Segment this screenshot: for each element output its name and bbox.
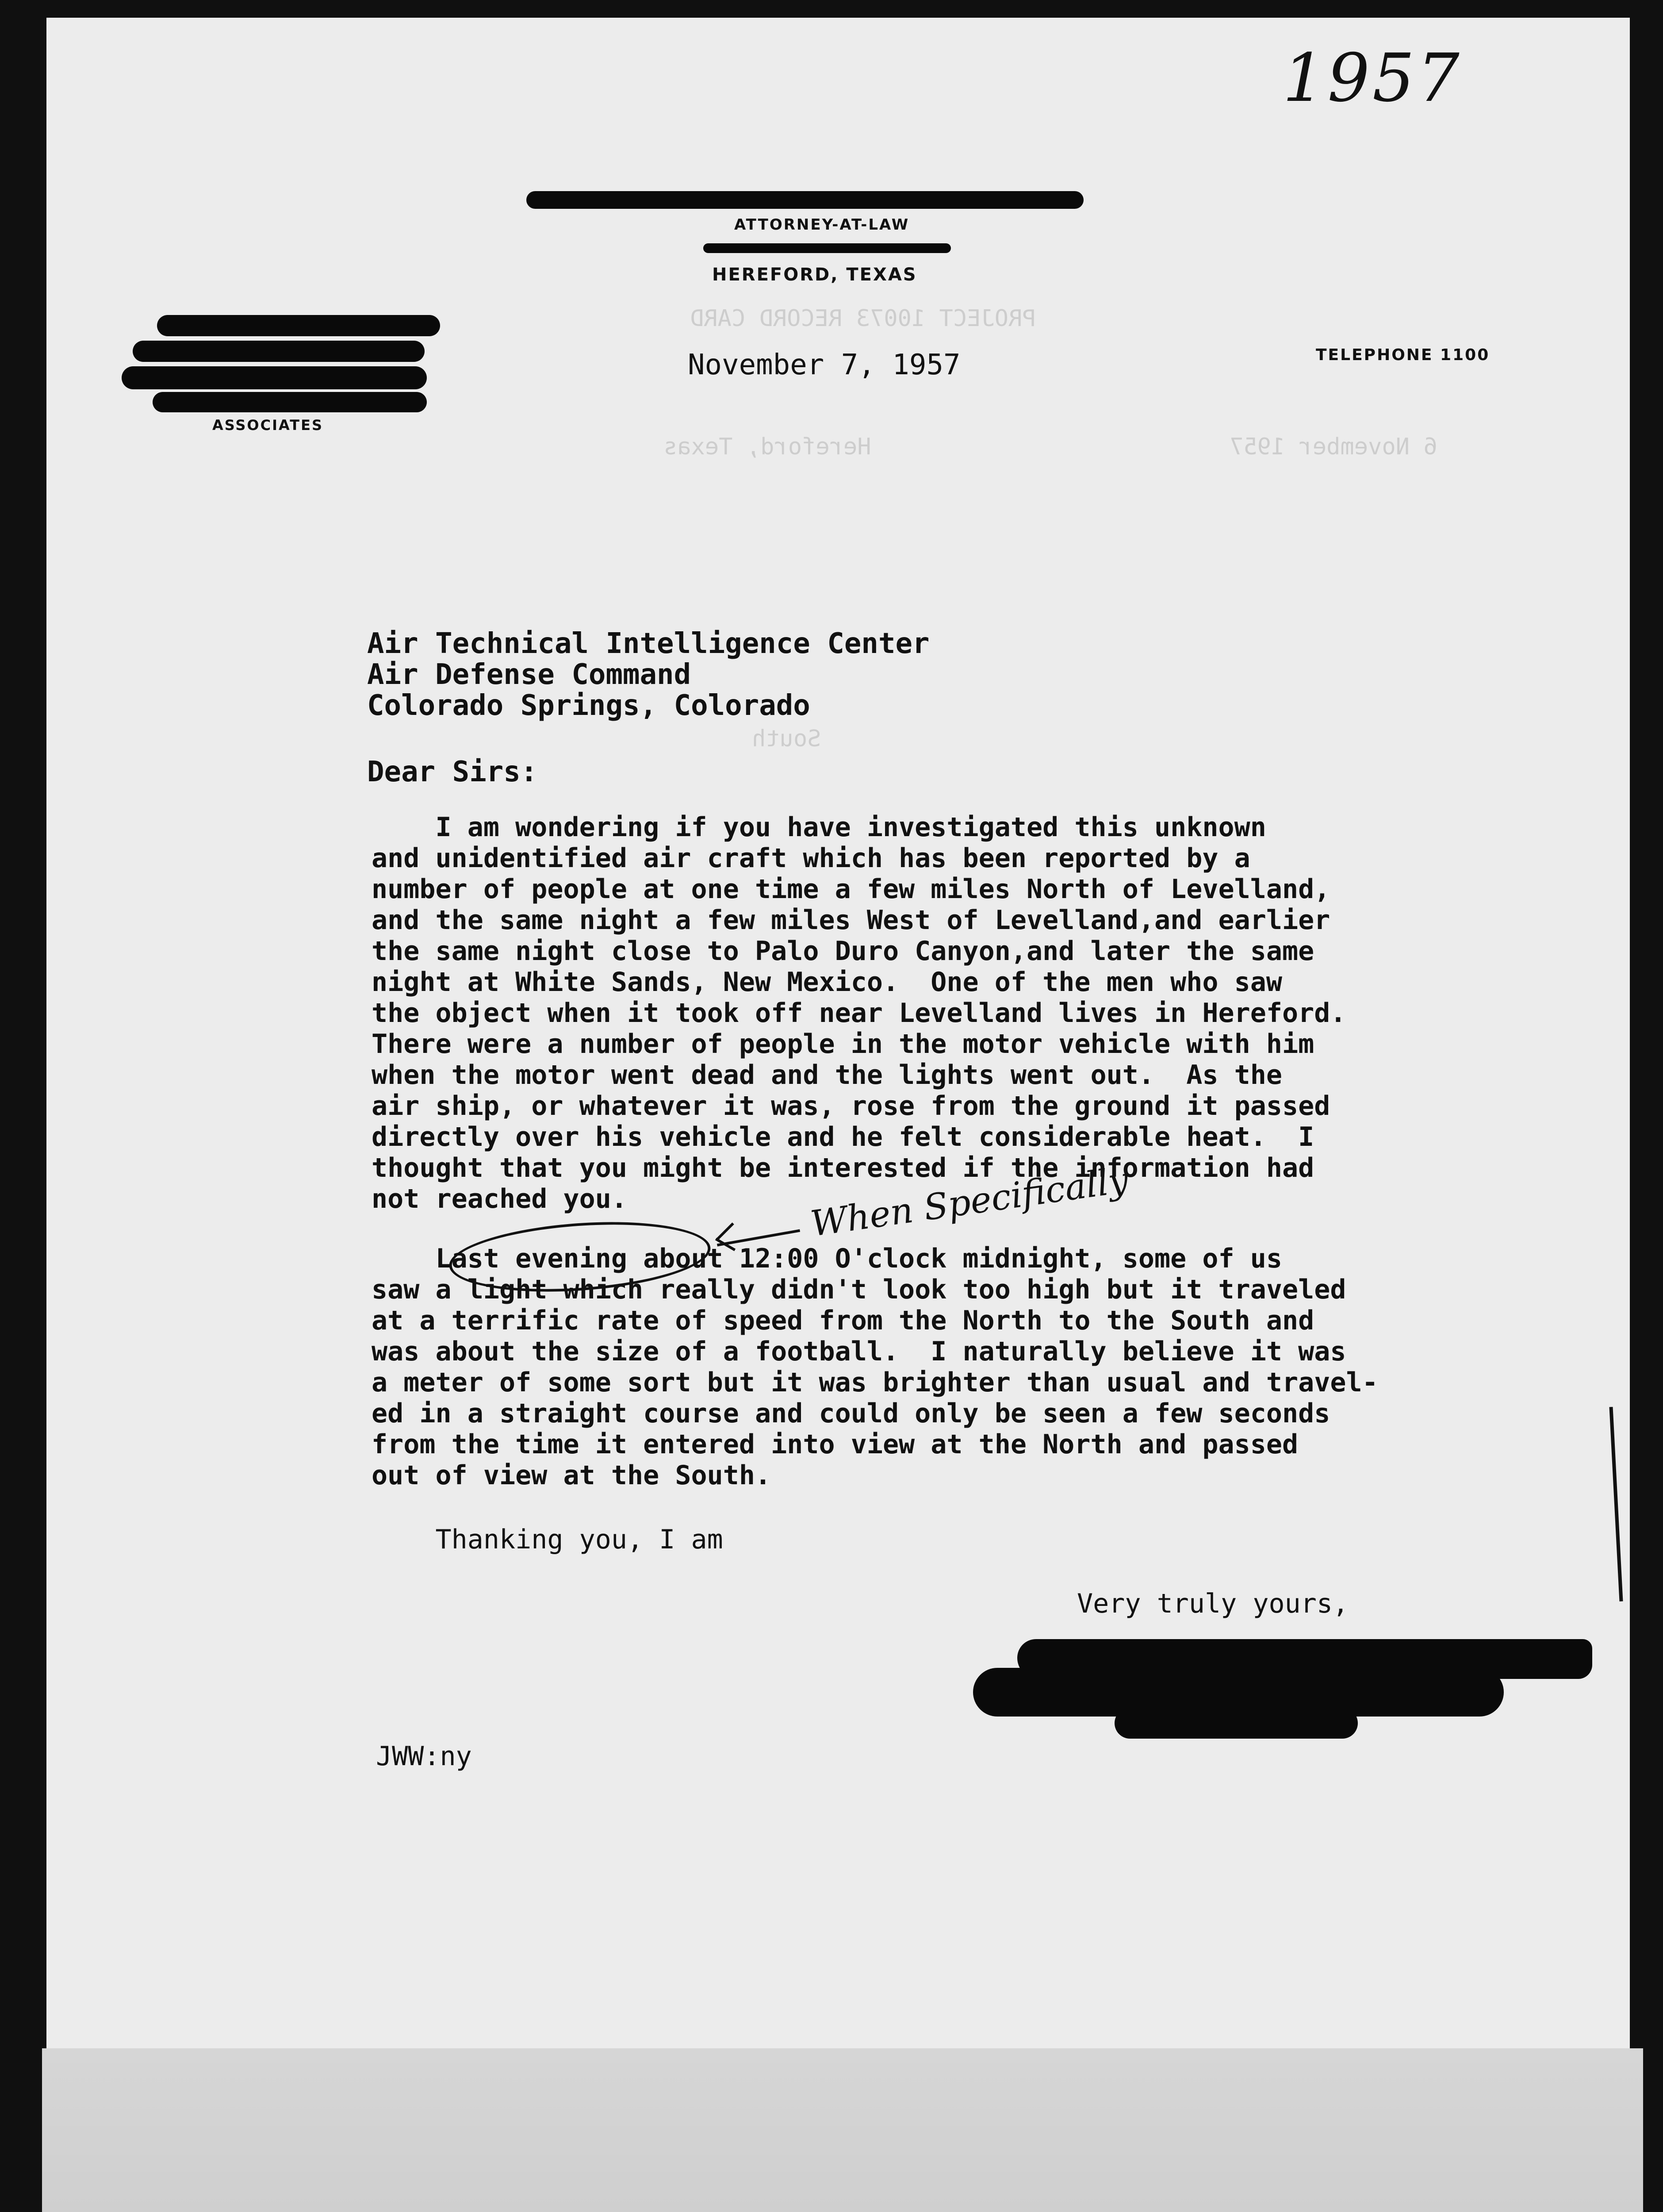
letterhead-title: ATTORNEY-AT-LAW [734, 216, 910, 234]
redaction-bar [157, 315, 440, 336]
body-line: thought that you might be interested if the information had [372, 1152, 1314, 1183]
redacted-signature [1115, 1708, 1358, 1739]
valediction: Very truly yours, [1077, 1588, 1349, 1619]
underlying-page [42, 2048, 1643, 2212]
body-line: was about the size of a football. I naturally believe it was [372, 1336, 1346, 1367]
body-line: from the time it entered into view at the North and passed [372, 1429, 1299, 1460]
recipient-line: Colorado Springs, Colorado [367, 689, 810, 722]
recipient-line: Air Technical Intelligence Center [367, 627, 930, 660]
body-line: number of people at one time a few miles North of Levelland, [372, 874, 1330, 905]
body-line: at a terrific rate of speed from the North to the South and [372, 1305, 1314, 1336]
letterhead-telephone: TELEPHONE 1100 [1316, 346, 1490, 364]
body-line: directly over his vehicle and he felt considerable heat. I [372, 1121, 1314, 1152]
letter-date: November 7, 1957 [688, 349, 961, 381]
body-line: and unidentified air craft which has been reported by a [372, 843, 1250, 874]
bleed-through-text: Hereford, Texas [663, 434, 871, 460]
handwritten-number: 1957 [1283, 40, 1462, 117]
bleed-through-text: South [752, 726, 821, 752]
body-line: a meter of some sort but it was brighter than usual and travel- [372, 1367, 1378, 1398]
body-line: I am wondering if you have investigated this unknown [372, 812, 1266, 843]
salutation: Dear Sirs: [367, 756, 538, 788]
letterhead-associates: ASSOCIATES [212, 417, 324, 434]
body-line: the object when it took off near Levelland lives in Hereford. [372, 998, 1346, 1029]
body-line: when the motor went dead and the lights went out. As the [372, 1060, 1283, 1091]
body-line: There were a number of people in the motor vehicle with him [372, 1029, 1314, 1060]
redaction-bar [703, 243, 951, 253]
body-line: saw a light which really didn't look too high but it traveled [372, 1274, 1346, 1305]
body-line: air ship, or whatever it was, rose from the ground it passed [372, 1091, 1330, 1121]
bleed-through-text: PROJECT 10073 RECORD CARD [690, 305, 1036, 332]
closing-line: Thanking you, I am [372, 1524, 723, 1555]
body-line: the same night close to Palo Duro Canyon,and later the same [372, 936, 1314, 967]
body-line: ed in a straight course and could only be seen a few seconds [372, 1398, 1330, 1429]
body-line: night at White Sands, New Mexico. One of the men who saw [372, 967, 1283, 998]
recipient-line: Air Defense Command [367, 658, 691, 691]
bleed-through-text: 6 November 1957 [1230, 434, 1437, 460]
body-line: out of view at the South. [372, 1460, 771, 1491]
body-line: not reached you. [372, 1183, 627, 1214]
handwritten-annotation: When Specifically [808, 1159, 1131, 1244]
body-line: and the same night a few miles West of Levelland,and earlier [372, 905, 1330, 936]
typist-initials: JWW:ny [376, 1741, 472, 1772]
body-line: Last evening about 12:00 O'clock midnight, some of us [372, 1243, 1283, 1274]
redaction-bar [153, 392, 427, 412]
redaction-bar [526, 191, 1084, 209]
redaction-bar [133, 341, 425, 362]
letterhead-location: HEREFORD, TEXAS [712, 265, 917, 285]
redaction-bar [122, 366, 427, 389]
